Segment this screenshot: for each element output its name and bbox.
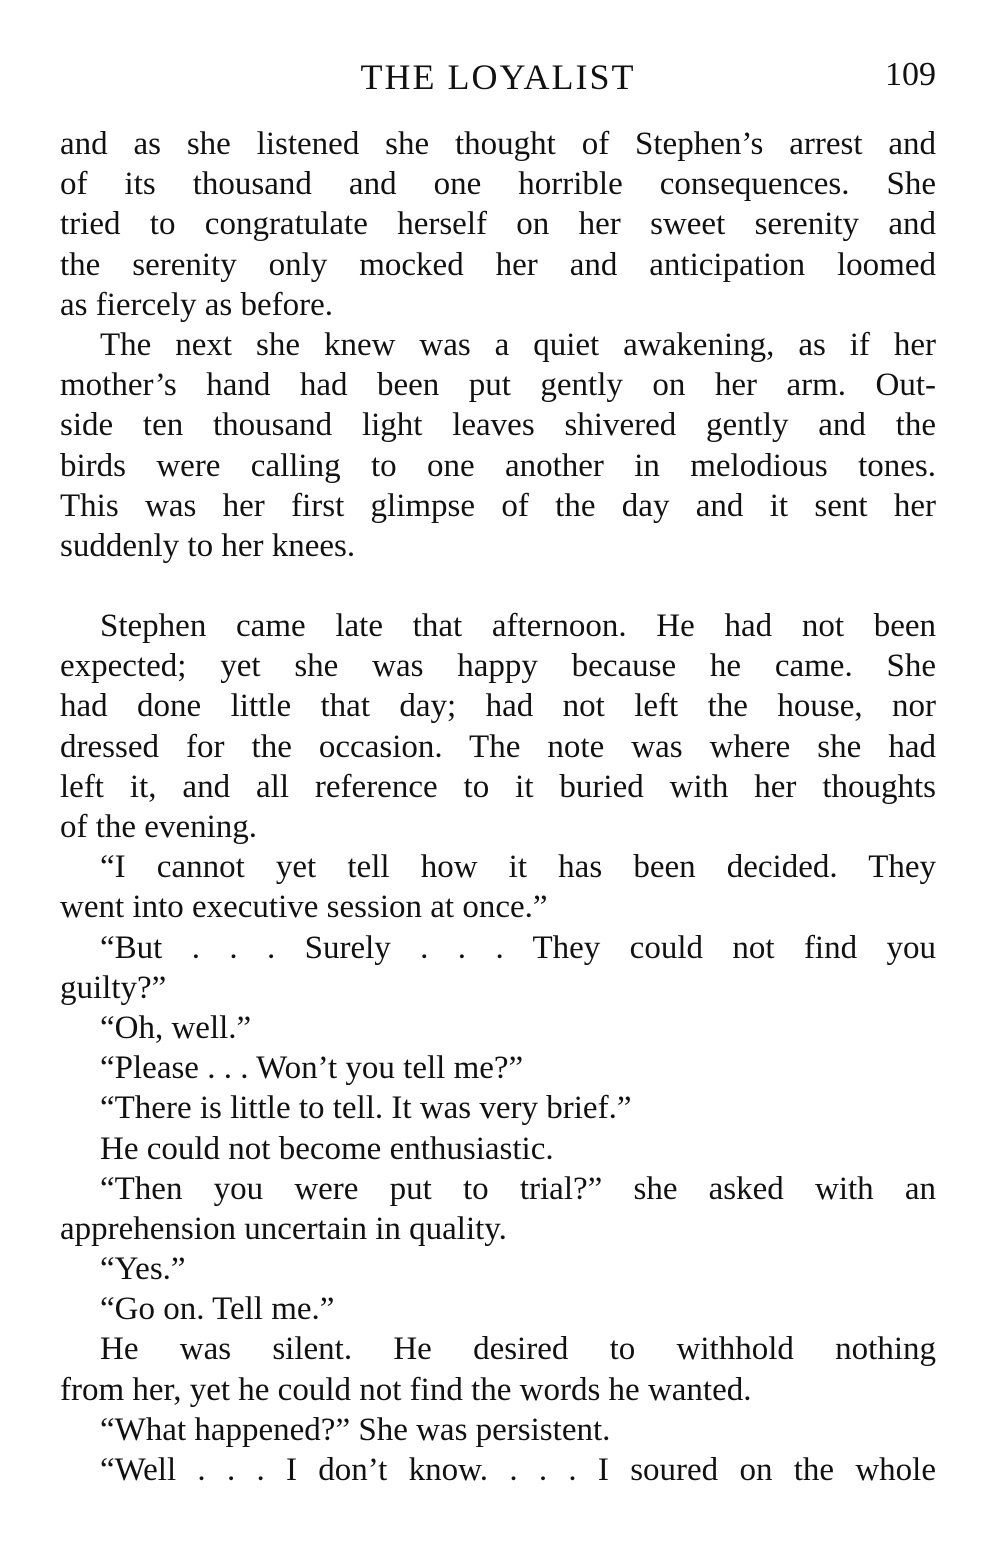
text-line: “Go on. Tell me.” <box>100 1291 335 1328</box>
section-break <box>60 566 936 606</box>
text-line: “But . . . Surely . . . They could not find you <box>100 929 936 966</box>
text-line: This was her first glimpse of the day and it sent her <box>60 487 936 524</box>
text-line: He was silent. He desired to withhold nothing <box>100 1331 936 1368</box>
text-line: from her, yet he could not find the words he wanted. <box>60 1371 752 1408</box>
text-line: of the evening. <box>60 809 258 845</box>
text-line: the serenity only mocked her and anticipation loomed <box>60 246 936 283</box>
text-line: mother’s hand had been put gently on her arm. Out- <box>60 367 936 404</box>
page-number: 109 <box>885 56 936 93</box>
text-line: “What happened?” She was persistent. <box>100 1411 611 1448</box>
text-line: as fiercely as before. <box>60 286 334 323</box>
text-line: went into executive session at once.” <box>60 889 548 926</box>
page-header <box>60 56 936 102</box>
text-line: Stephen came late that afternoon. He had not been <box>100 608 936 645</box>
body-text <box>60 124 936 1490</box>
text-line: dressed for the occasion. The note was where she had <box>60 728 936 765</box>
text-line: tried to congratulate herself on her sweet serenity and <box>60 206 936 243</box>
text-line: He could not become enthusiastic. <box>100 1130 554 1167</box>
text-line: “There is little to tell. It was very brief.” <box>100 1090 632 1127</box>
text-line: “Yes.” <box>100 1251 186 1288</box>
running-title: THE LOYALIST <box>360 57 636 97</box>
text-line: birds were calling to one another in melodious tones. <box>60 447 936 484</box>
text-line: had done little that day; had not left the house, nor <box>60 688 936 725</box>
text-line: expected; yet she was happy because he came. She <box>60 648 936 685</box>
text-line: “Well . . . I don’t know. . . . I soured on the whole <box>100 1452 936 1488</box>
text-line: The next she knew was a quiet awakening, as if her <box>100 326 936 363</box>
text-line: “Oh, well.” <box>100 1009 252 1046</box>
text-line: apprehension uncertain in quality. <box>60 1210 507 1247</box>
text-line: “Please . . . Won’t you tell me?” <box>100 1050 524 1087</box>
text-line: “Then you were put to trial?” she asked with an <box>100 1170 936 1207</box>
text-line: left it, and all reference to it buried with her thoughts <box>60 768 936 805</box>
text-line: and as she listened she thought of Stephen’s arrest and <box>60 126 936 162</box>
text-line: of its thousand and one horrible consequences. She <box>60 166 936 203</box>
text-line: side ten thousand light leaves shivered gently and the <box>60 407 936 444</box>
text-line: suddenly to her knees. <box>60 527 356 564</box>
text-line: guilty?” <box>60 969 167 1006</box>
text-line: “I cannot yet tell how it has been decided. They <box>100 849 936 886</box>
